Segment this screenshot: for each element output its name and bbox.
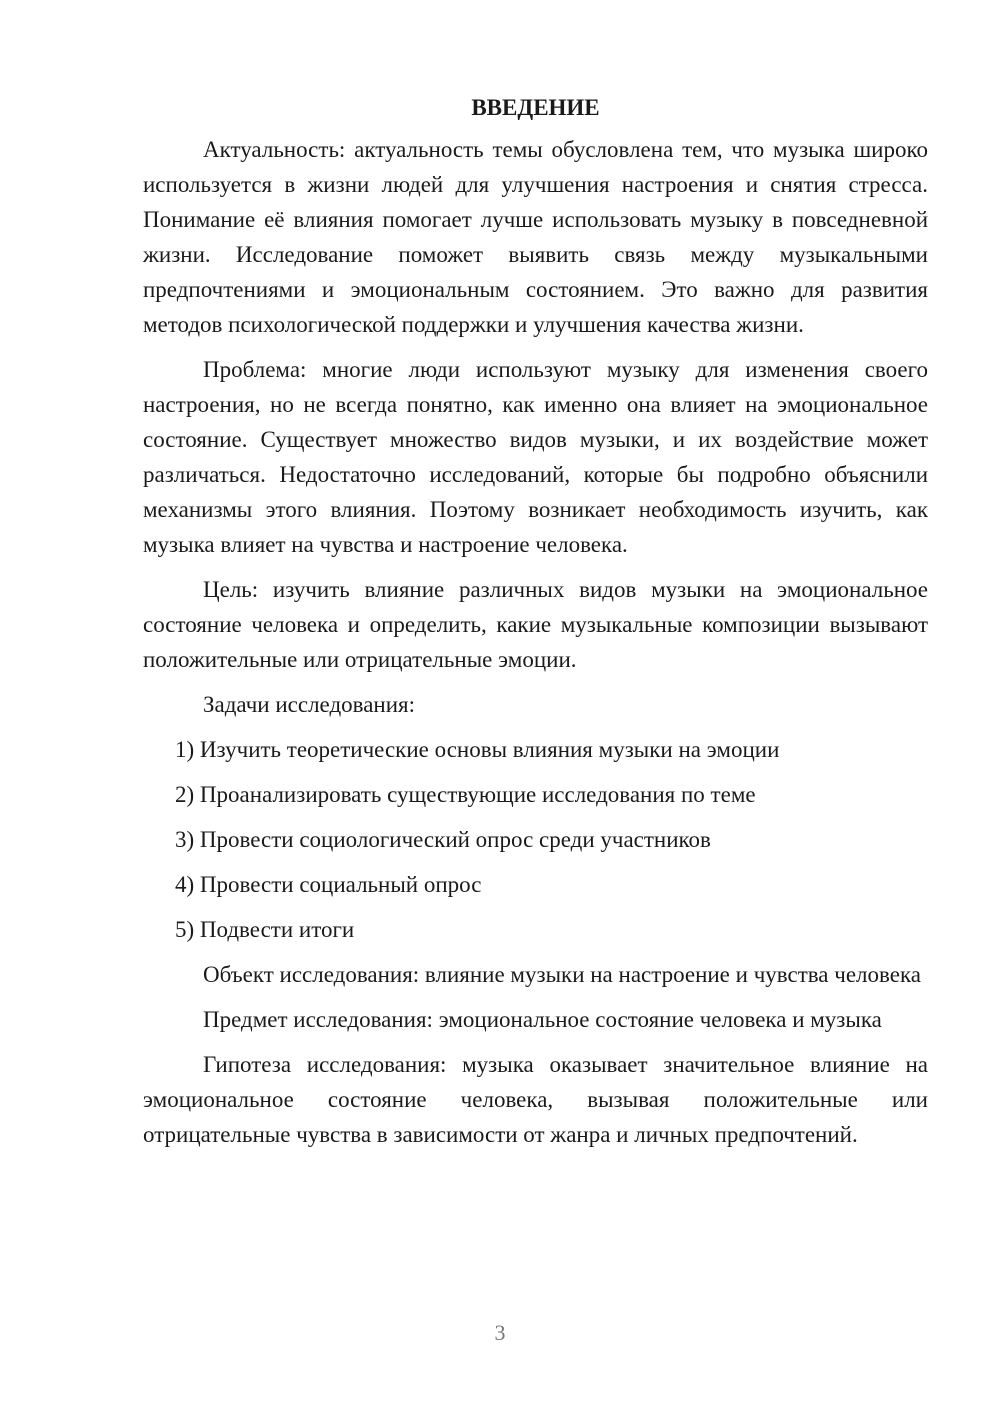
task-item: 4) Провести социальный опрос (175, 872, 482, 897)
section-title: ВВЕДЕНИЕ (471, 95, 600, 120)
task-item: 2) Проанализировать существующие исследования по теме (175, 782, 756, 807)
document-page (143, 90, 928, 1162)
relevance-paragraph: Актуальность: актуальность темы обусловлена тем, что музыка широко используется в жизни людей для улучшения настроения и снятия стресса. Понимание её влияния помогает лучше использовать музыку в повседневной жизни. Исследование поможет выявить связь между музыкальными предпочтениями и эмоциональным состоянием. Это важно для развития методов психологической поддержки и улучшения качества жизни. (143, 137, 928, 337)
subject-paragraph: Предмет исследования: эмоциональное состояние человека и музыка (203, 1007, 882, 1032)
task-item: 3) Провести социологический опрос среди участников (175, 827, 711, 852)
goal-paragraph: Цель: изучить влияние различных видов музыки на эмоциональное состояние человека и определить, какие музыкальные композиции вызывают положительные или отрицательные эмоции. (143, 577, 928, 672)
tasks-heading: Задачи исследования: (203, 692, 416, 717)
object-paragraph: Объект исследования: влияние музыки на настроение и чувства человека (203, 962, 921, 987)
problem-paragraph: Проблема: многие люди используют музыку для изменения своего настроения, но не всегда понятно, как именно она влияет на эмоциональное состояние. Существует множество видов музыки, и их воздействие может различаться. Недостаточно исследований, которые бы подробно объяснили механизмы этого влияния. Поэтому возникает необходимость изучить, как музыка влияет на чувства и настроение человека. (143, 357, 928, 557)
tasks-list (143, 732, 928, 947)
task-item: 1) Изучить теоретические основы влияния музыки на эмоции (175, 737, 780, 762)
hypothesis-paragraph: Гипотеза исследования: музыка оказывает значительное влияние на эмоциональное состояние человека, вызывая положительные или отрицательные чувства в зависимости от жанра и личных предпочтений. (143, 1052, 928, 1147)
page-number: 3 (494, 1320, 506, 1345)
task-item: 5) Подвести итоги (175, 917, 355, 942)
